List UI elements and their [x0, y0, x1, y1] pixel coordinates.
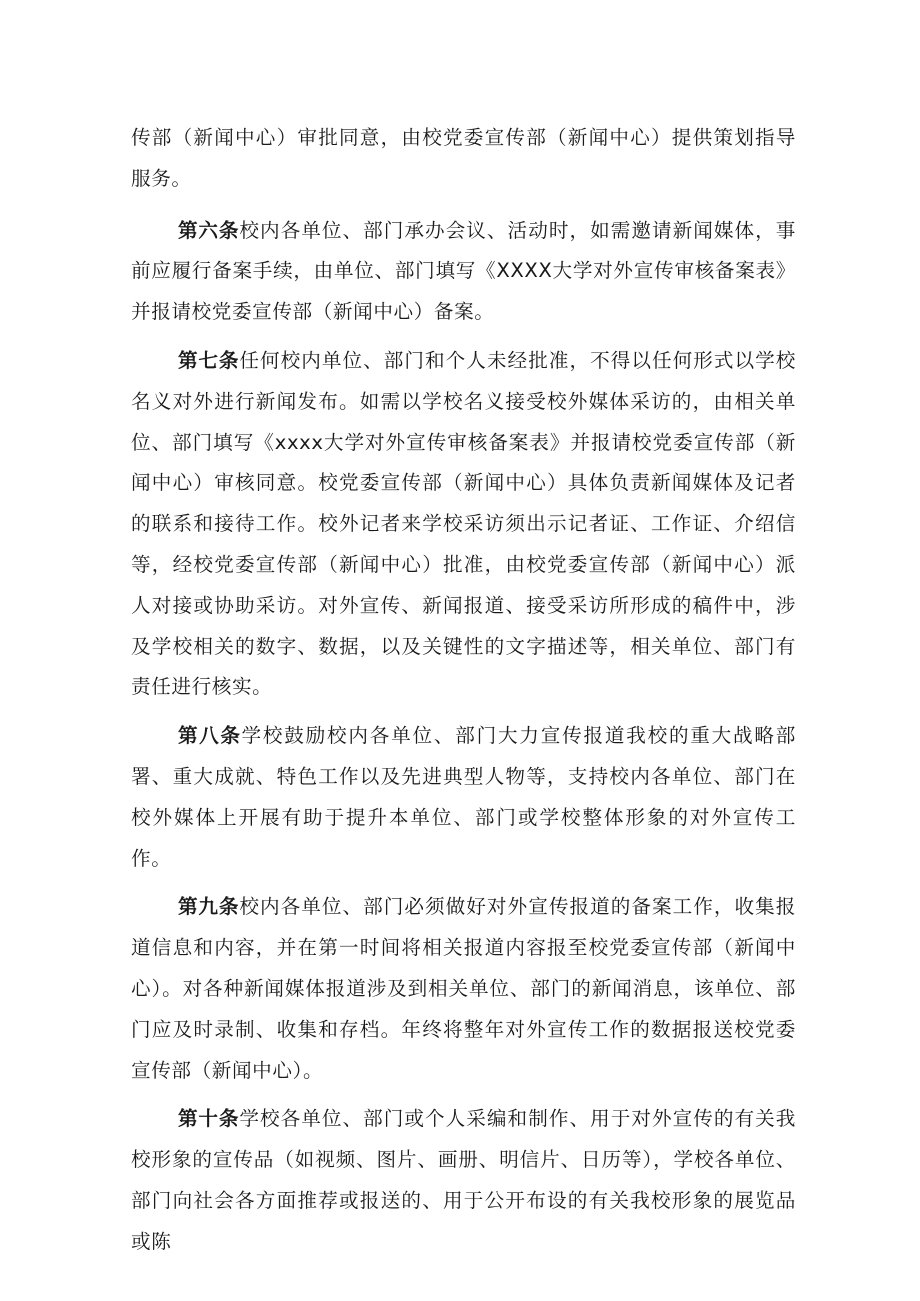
- article-10-text: 学校各单位、部门或个人采编和制作、用于对外宣传的有关我校形象的宣传品（如视频、图片、画册、明信片、日历等），学校各单位、部门向社会各方面推荐或报送的、用于公开布设的有关我校形象的展览品或陈: [131, 1107, 797, 1253]
- article-9: [131, 887, 796, 1091]
- article-8-label: 第八条: [178, 724, 242, 748]
- article-7: [131, 341, 796, 708]
- continuation-paragraph: 传部（新闻中心）审批同意，由校党委宣传部（新闻中心）提供策划指导服务。: [131, 126, 796, 190]
- article-6-text: 校内各单位、部门承办会议、活动时，如需邀请新闻媒体，事前应履行备案手续，由单位、部门填写《XXXX大学对外宣传审核备案表》并报请校党委宣传部（新闻中心）备案。: [131, 218, 797, 324]
- article-6: [131, 211, 796, 333]
- article-8-text: 学校鼓励校内各单位、部门大力宣传报道我校的重大战略部署、重大成就、特色工作以及先进典型人物等，支持校内各单位、部门在校外媒体上开展有助于提升本单位、部门或学校整体形象的对外宣传工作。: [131, 724, 796, 870]
- article-10: [131, 1099, 796, 1262]
- article-9-label: 第九条: [178, 895, 240, 919]
- article-8: [131, 716, 796, 879]
- article-9-text: 校内各单位、部门必须做好对外宣传报道的备案工作，收集报道信息和内容，并在第一时间将相关报道内容报至校党委宣传部（新闻中心）。对各种新闻媒体报道涉及到相关单位、部门的新闻消息，该单位、部门应及时录制、收集和存档。年终将整年对外宣传工作的数据报送校党委宣传部（新闻中心）。: [131, 895, 797, 1082]
- document-body: [131, 118, 796, 1271]
- article-6-label: 第六条: [178, 218, 240, 242]
- article-7-label: 第七条: [178, 348, 240, 372]
- article-7-text: 任何校内单位、部门和个人未经批准，不得以任何形式以学校名义对外进行新闻发布。如需以学校名义接受校外媒体采访的，由相关单位、部门填写《xxxx大学对外宣传审核备案表》并报请校党委宣传部（新闻中心）审核同意。校党委宣传部（新闻中心）具体负责新闻媒体及记者的联系和接待工作。校外记者来学校采访须出示记者证、工作证、介绍信等，经校党委宣传部（新闻中心）批准，由校党委宣传部（新闻中心）派人对接或协助采访。对外宣传、新闻报道、接受采访所形成的稿件中，涉及学校相关的数字、数据，以及关键性的文字描述等，相关单位、部门有责任进行核实。: [131, 348, 797, 699]
- article-10-label: 第十条: [178, 1107, 240, 1131]
